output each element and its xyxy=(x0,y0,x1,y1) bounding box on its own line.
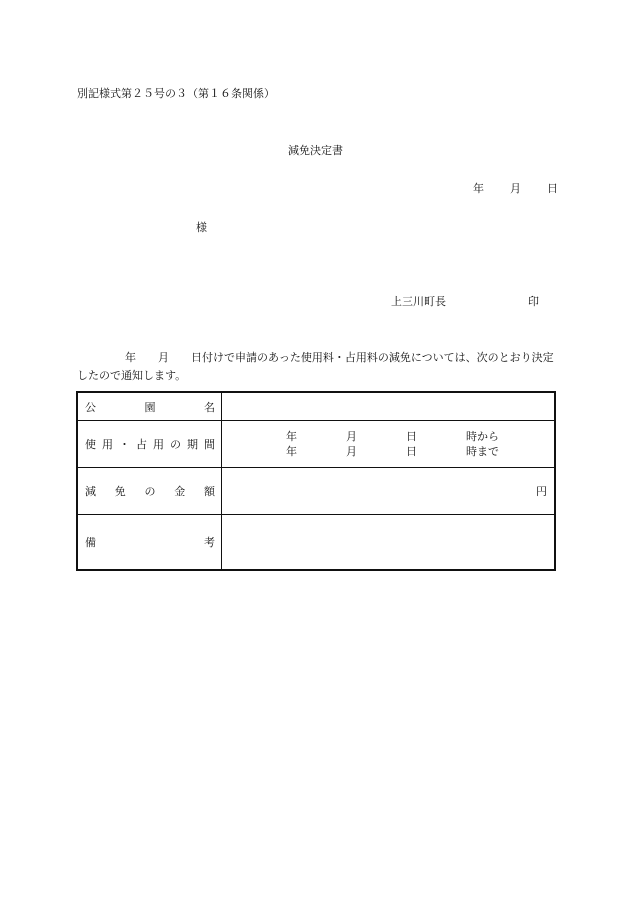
issue-date xyxy=(473,180,558,196)
notes-label: 備 考 xyxy=(77,515,222,571)
notes-field[interactable] xyxy=(222,515,556,571)
amount-unit: 円 xyxy=(536,485,547,498)
exemption-amount-field[interactable] xyxy=(222,468,556,515)
period-to: 年 月 日 時まで xyxy=(286,445,499,458)
issuer xyxy=(391,293,539,309)
table-row-amount xyxy=(77,468,555,515)
addressee-honorific: 様 xyxy=(196,221,207,234)
issue-date-year: 年 xyxy=(473,182,484,195)
issuer-seal: 印 xyxy=(528,295,539,308)
table-row-park xyxy=(77,392,555,421)
form-number-label: 別記様式第２５号の３（第１６条関係） xyxy=(77,87,275,100)
park-name-field[interactable] xyxy=(222,392,556,421)
table-row-notes xyxy=(77,515,555,571)
table-row-period xyxy=(77,421,555,468)
decision-table xyxy=(76,391,556,571)
exemption-amount-label: 減 免 の 金 額 xyxy=(77,468,222,515)
issue-date-day: 日 xyxy=(547,182,558,195)
issue-date-month: 月 xyxy=(510,182,521,195)
document-title: 減免決定書 xyxy=(288,144,343,157)
body-month: 月 xyxy=(158,351,169,364)
body-year: 年 xyxy=(125,351,136,364)
usage-period-label: 使 用 ・ 占 用 の 期 間 xyxy=(77,421,222,468)
body-text: 日付けで申請のあった使用料・占用料の減免については、次のとおり決定したので通知します。 xyxy=(77,351,554,382)
period-from: 年 月 日 時から xyxy=(286,430,499,443)
park-name-label: 公 園 名 xyxy=(77,392,222,421)
usage-period-field[interactable] xyxy=(222,421,556,468)
issuer-name: 上三川町長 xyxy=(391,295,446,308)
notice-body xyxy=(77,349,557,385)
